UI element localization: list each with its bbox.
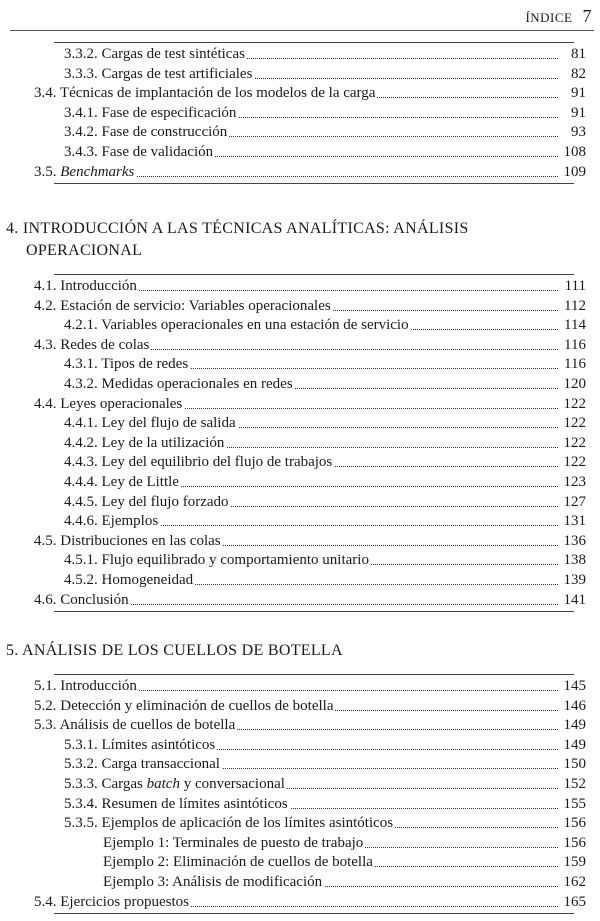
- toc-entry[interactable]: [0, 715, 600, 735]
- toc-entry-title: Tipos de redes: [101, 356, 189, 373]
- toc-entry-page: 150: [563, 756, 586, 773]
- toc-entry-number: 3.4.2.: [64, 124, 98, 141]
- toc-entry-page: 91: [571, 85, 586, 102]
- toc-entry-page: 122: [563, 415, 586, 432]
- toc-entry-page: 136: [563, 532, 586, 549]
- toc-entry-number: 5.3.5.: [64, 815, 98, 832]
- toc-block-chapter4: [0, 274, 600, 613]
- toc-entry[interactable]: [0, 676, 600, 696]
- chapter5-title-line1: 5. ANÁLISIS DE LOS CUELLOS DE BOTELLA: [6, 642, 343, 659]
- toc-entry-page: 82: [571, 65, 586, 82]
- toc-entry-text: [64, 774, 287, 794]
- chapter4-title-line1: 4. INTRODUCCIÓN A LAS TÉCNICAS ANALÍTICAS: ANÁLISIS: [6, 220, 469, 237]
- toc-entry[interactable]: [0, 354, 600, 374]
- toc-entry-title: Variables operacionales en una estación de servicio: [101, 317, 409, 334]
- toc-entry-text: [64, 315, 411, 335]
- toc-entry[interactable]: [0, 492, 600, 512]
- toc-entry-text: [34, 715, 237, 735]
- toc-entry-title: Cargas de test artificiales: [101, 65, 253, 82]
- toc-entry-page: 149: [563, 736, 586, 753]
- toc-entry-page: 123: [563, 474, 586, 490]
- toc-entry-page: 122: [563, 395, 586, 412]
- toc-entry-page: 145: [563, 678, 586, 694]
- toc-entry-page: 152: [563, 776, 586, 792]
- toc-entry-text: [64, 735, 217, 755]
- toc-entry[interactable]: [0, 833, 600, 853]
- toc-entry-number: 5.4.: [34, 893, 57, 910]
- toc-entry-page: 146: [563, 697, 586, 714]
- toc-entry-page: 111: [564, 278, 586, 294]
- toc-entry[interactable]: [0, 511, 600, 531]
- toc-entry[interactable]: [0, 794, 600, 814]
- toc-entry-title: Detección y eliminación de cuellos de botella: [60, 697, 334, 714]
- toc-entry-number: 3.3.2.: [64, 46, 98, 62]
- toc-entry-page: 155: [563, 795, 586, 812]
- toc-entry[interactable]: [0, 735, 600, 755]
- toc-entry-text: [64, 142, 215, 162]
- toc-entry-number: 3.5.: [34, 163, 57, 180]
- toc-entry-title: Análisis de cuellos de botella: [59, 717, 236, 734]
- toc-entry-number: 4.2.1.: [64, 317, 98, 334]
- dot-leader: [70, 604, 558, 605]
- toc-entry-title: Conclusión: [60, 591, 129, 608]
- toc-entry-title: Ejercicios propuestos: [60, 893, 189, 910]
- toc-entry-page: 116: [564, 356, 586, 373]
- toc-entry-page: 149: [563, 717, 586, 734]
- toc-entry-title: Resumen de límites asintóticos: [101, 795, 288, 812]
- toc-entry[interactable]: [0, 44, 600, 64]
- toc-entry-text: [103, 852, 375, 872]
- toc-entry-number: 5.3.: [34, 717, 57, 734]
- dot-leader: [70, 290, 558, 291]
- toc-entry-text: [64, 64, 254, 84]
- toc-entry-text: [64, 754, 222, 774]
- toc-block-chapter5: [0, 674, 600, 915]
- toc-entry-text: [34, 590, 131, 610]
- toc-entry-text: [34, 276, 139, 296]
- toc-entry-title: Ejemplo 2: Eliminación de cuellos de botella: [103, 854, 373, 871]
- toc-entry-page: 108: [563, 144, 586, 160]
- toc-entry-text: [64, 472, 181, 492]
- toc-entry-text: [64, 550, 371, 570]
- toc-entry-page: 81: [571, 46, 586, 62]
- toc-entry-title: Ley del flujo forzado: [101, 493, 229, 510]
- toc-entry-text: [34, 676, 139, 696]
- toc-entry-title: Ley del flujo de salida: [101, 415, 236, 432]
- toc-entry-number: 4.2.: [34, 297, 57, 314]
- toc-entry[interactable]: [0, 64, 600, 84]
- toc-entry-page: 122: [563, 434, 586, 451]
- toc-entry[interactable]: [0, 315, 600, 335]
- toc-entry-text: [34, 296, 333, 316]
- toc-entry-title: Carga transaccional: [101, 756, 220, 773]
- toc-entry-number: 4.5.2.: [64, 572, 98, 588]
- toc-entry-number: 3.4.: [34, 85, 57, 102]
- toc-entry-page: 93: [571, 124, 586, 141]
- toc-entry-title: Medidas operacionales en redes: [101, 376, 293, 392]
- toc-entry-title: Límites asintóticos: [101, 736, 216, 753]
- toc-entry[interactable]: [0, 374, 600, 394]
- toc-entry[interactable]: [0, 813, 600, 833]
- toc-entry-number: 4.6.: [34, 591, 57, 608]
- toc-entry-text: [103, 833, 365, 853]
- running-header: [525, 6, 592, 27]
- toc-entry-title: Estación de servicio: Variables operacionales: [60, 297, 331, 314]
- toc-entry[interactable]: [0, 433, 600, 453]
- toc-entry-number: 4.5.1.: [64, 552, 98, 569]
- toc-entry-title: Homogeneidad: [101, 572, 194, 588]
- toc-entry-text: [64, 433, 226, 453]
- toc-entry-text: [64, 511, 160, 531]
- toc-entry-title: Ejemplo 3: Análisis de modificación: [103, 874, 323, 890]
- toc-entry-number: 4.4.4.: [64, 474, 98, 490]
- toc-entry-title: Fase de validación: [101, 144, 214, 160]
- toc-entry-text: [64, 570, 195, 590]
- toc-entry-text: [64, 354, 190, 374]
- toc-entry-page: 156: [563, 815, 586, 832]
- toc-entry-number: 3.3.3.: [64, 65, 98, 82]
- toc-entry-title: Ejemplos de aplicación de los límites asintóticos: [101, 815, 394, 832]
- toc-block-chapter3-continued: [0, 42, 600, 185]
- toc-entry-title: Ejemplos: [101, 513, 159, 530]
- toc-entry-text: [34, 83, 377, 103]
- toc-entry-number: 5.3.2.: [64, 756, 98, 773]
- toc-entry-number: 4.5.: [34, 532, 57, 549]
- toc-entry[interactable]: [0, 103, 600, 123]
- toc-entry-title: Fase de especificación: [101, 104, 237, 121]
- toc-entry[interactable]: [0, 852, 600, 872]
- dot-leader: [70, 690, 558, 691]
- toc-entry[interactable]: [0, 276, 600, 296]
- toc-entry-number: 5.1.: [34, 678, 57, 694]
- toc-entry[interactable]: [0, 142, 600, 162]
- toc-entry-number: 5.3.4.: [64, 795, 98, 812]
- toc-entry-page: 131: [563, 513, 586, 530]
- toc-entry-number: 3.4.1.: [64, 104, 98, 121]
- toc-entry-text: [64, 44, 247, 64]
- toc-entry-title: Introducción: [60, 678, 137, 694]
- toc-entry-title: Ley del equilibrio del flujo de trabajos: [101, 454, 333, 471]
- toc-entry-title: Distribuciones en las colas: [60, 532, 221, 549]
- toc-entry-title: Cargas de test sintéticas: [101, 46, 245, 62]
- toc-entry-page: 165: [563, 893, 586, 910]
- dot-leader: [100, 525, 558, 526]
- toc-entry-text: [34, 162, 136, 182]
- toc-entry-number: 4.1.: [34, 278, 57, 294]
- toc-entry-number: 5.3.3.: [64, 776, 98, 792]
- toc-entry-number: 4.4.2.: [64, 434, 98, 451]
- toc-entry-text: [64, 374, 295, 394]
- toc-entry-text: [34, 892, 191, 912]
- toc-entry-page: 122: [563, 454, 586, 471]
- toc-entry-number: 5.3.1.: [64, 736, 98, 753]
- toc-entry-page: 159: [563, 854, 586, 871]
- toc-entry[interactable]: [0, 413, 600, 433]
- toc-entry-text: [64, 813, 395, 833]
- toc-entry-number: 4.4.: [34, 395, 57, 412]
- toc-entry-text: [64, 413, 238, 433]
- toc-entry-title: Flujo equilibrado y comportamiento unitario: [101, 552, 369, 569]
- toc-entry-text: [64, 794, 290, 814]
- toc-entry[interactable]: [0, 754, 600, 774]
- toc-entry-page: 162: [563, 874, 586, 890]
- toc-entry-text: [34, 696, 335, 716]
- toc-entry-text: [103, 872, 324, 892]
- block-bottom-rule: [54, 183, 574, 184]
- toc-entry[interactable]: [0, 122, 600, 142]
- header-rule: [10, 30, 594, 31]
- toc-entry[interactable]: [0, 296, 600, 316]
- toc-entry-text: [34, 531, 223, 551]
- toc-entry-number: 4.4.6.: [64, 513, 98, 530]
- toc-entry-title: Ejemplo 1: Terminales de puesto de trabajo: [103, 834, 364, 851]
- toc-entry-number: 5.2.: [34, 697, 57, 714]
- toc-entry-title: Benchmarks: [60, 163, 135, 180]
- block-top-rule: [54, 42, 574, 43]
- toc-entry-number: 4.3.2.: [64, 376, 98, 392]
- toc-entry[interactable]: [0, 696, 600, 716]
- toc-entry-text: [64, 492, 231, 512]
- block-bottom-rule: [54, 913, 574, 914]
- toc-entry-title: Ley de Little: [101, 474, 179, 490]
- toc-entry-number: 4.4.3.: [64, 454, 98, 471]
- toc-entry-page: 138: [563, 552, 586, 569]
- toc-entry-text: [64, 122, 229, 142]
- toc-entry-page: 139: [563, 572, 586, 588]
- toc-entry[interactable]: [0, 83, 600, 103]
- toc-entry-title: Leyes operacionales: [60, 395, 183, 412]
- toc-entry[interactable]: [0, 531, 600, 551]
- block-bottom-rule: [54, 611, 574, 612]
- toc-entry-text: [34, 394, 184, 414]
- toc-entry-page: 127: [563, 493, 586, 510]
- toc-entry-number: 4.4.1.: [64, 415, 98, 432]
- block-top-rule: [54, 274, 574, 275]
- toc-entry-title: Fase de construcción: [101, 124, 228, 141]
- toc-entry-page: 141: [563, 591, 586, 608]
- toc-entry-number: 4.4.5.: [64, 493, 98, 510]
- toc-entry[interactable]: [0, 335, 600, 355]
- toc-entry-text: [34, 335, 151, 355]
- toc-entry-page: 116: [564, 336, 586, 353]
- toc-entry-number: 4.3.1.: [64, 356, 98, 373]
- toc-entry-number: 4.3.: [34, 336, 57, 353]
- toc-entry[interactable]: [0, 892, 600, 912]
- toc-entry-title: Redes de colas: [60, 336, 150, 353]
- block-top-rule: [54, 674, 574, 675]
- toc-entry-page: 112: [564, 297, 586, 314]
- toc-entry[interactable]: [0, 570, 600, 590]
- toc-entry-number: 3.4.3.: [64, 144, 98, 160]
- toc-entry-title: Ley de la utilización: [101, 434, 225, 451]
- toc-entry-title: Introducción: [60, 278, 137, 294]
- toc-entry-text: [64, 103, 238, 123]
- chapter5-title: [6, 640, 343, 662]
- toc-entry[interactable]: [0, 394, 600, 414]
- toc-entry[interactable]: [0, 590, 600, 610]
- toc-entry[interactable]: [0, 550, 600, 570]
- toc-entry-page: 120: [563, 376, 586, 392]
- toc-entry-page: 109: [563, 163, 586, 180]
- toc-entry-title: Cargas batch y conversacional: [101, 776, 285, 792]
- toc-entry[interactable]: [0, 452, 600, 472]
- chapter4-title-line2: OPERACIONAL: [26, 242, 143, 259]
- toc-entry-text: [64, 452, 334, 472]
- toc-entry-page: 91: [571, 104, 586, 121]
- toc-entry[interactable]: [0, 472, 600, 492]
- toc-entry[interactable]: [0, 162, 600, 182]
- toc-entry[interactable]: [0, 872, 600, 892]
- toc-entry-title: Técnicas de implantación de los modelos de la carga: [59, 85, 376, 102]
- dot-leader: [70, 176, 558, 177]
- chapter4-title: [6, 218, 469, 262]
- toc-entry[interactable]: [0, 774, 600, 794]
- header-label: ÍNDICE: [525, 10, 573, 25]
- toc-entry-page: 114: [564, 317, 586, 334]
- toc-entry-page: 156: [563, 834, 586, 851]
- header-page-number: 7: [582, 6, 592, 26]
